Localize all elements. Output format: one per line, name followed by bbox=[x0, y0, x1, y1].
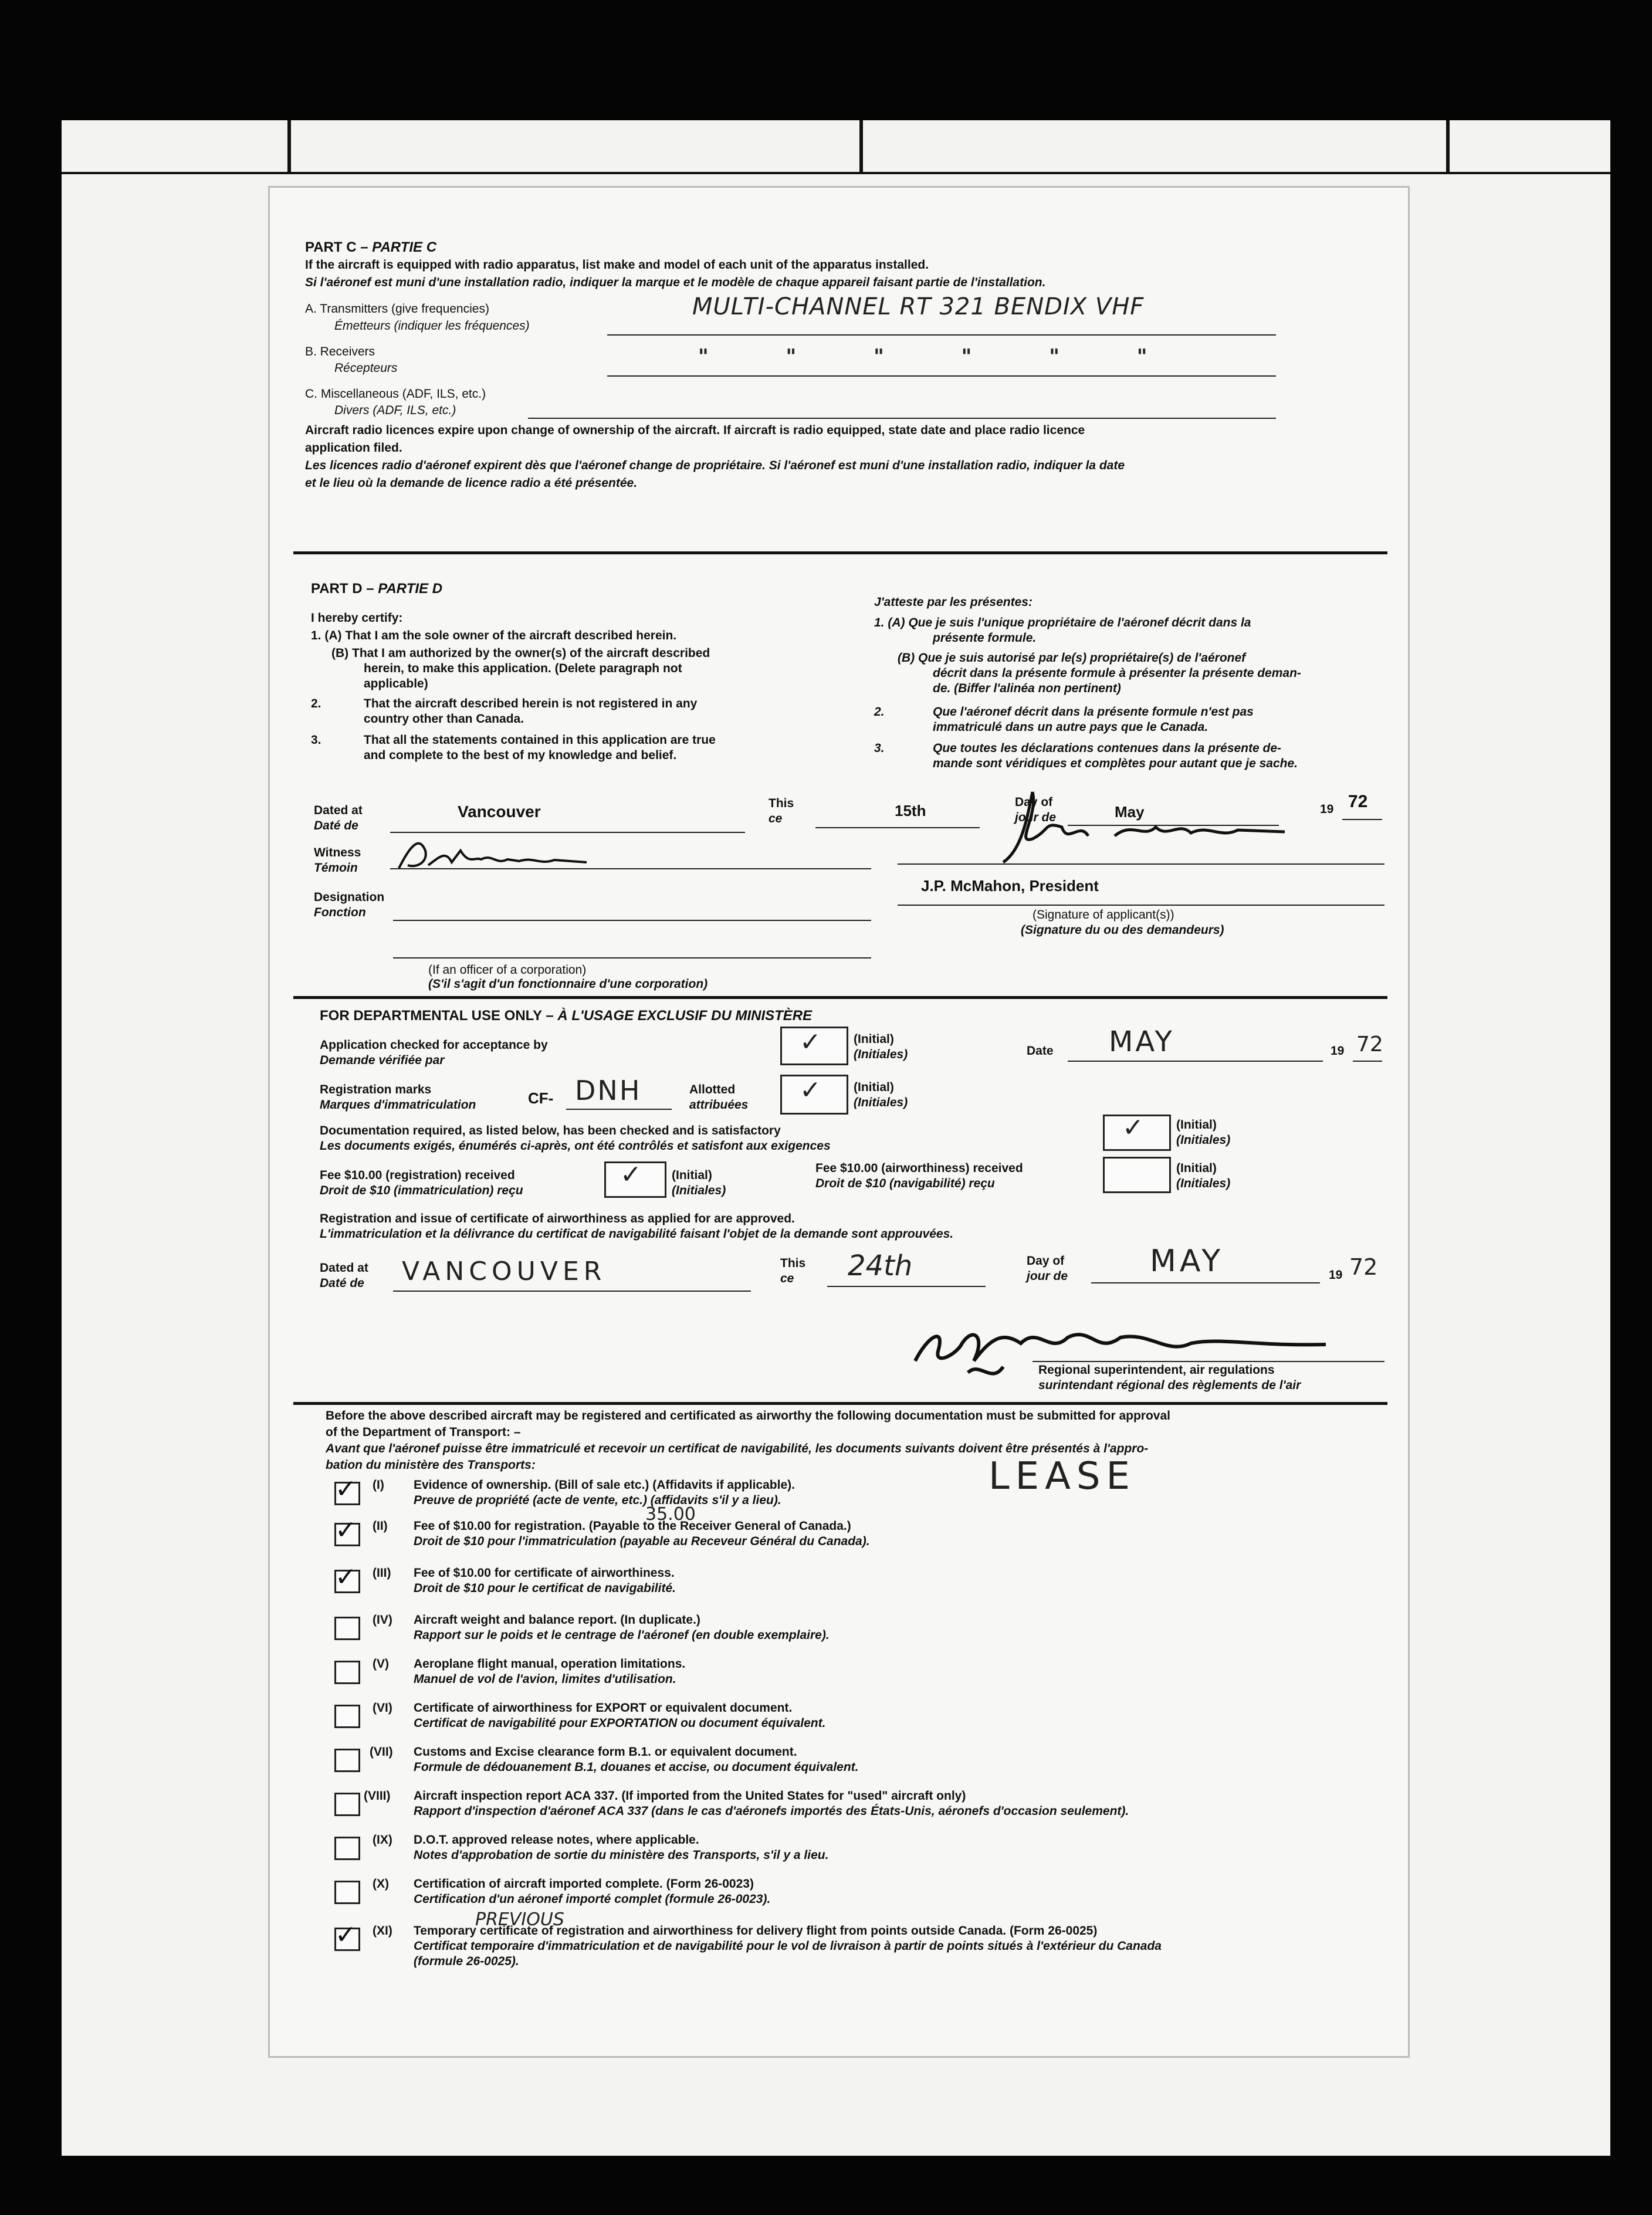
dept-dated-at-line bbox=[393, 1291, 751, 1292]
fee-reg-initial-mark: ✓ bbox=[620, 1160, 642, 1190]
requirement-text-fr: Notes d'approbation de sortie du ministère des Transports, s'il y a lieu. bbox=[414, 1848, 829, 1862]
witness-signature bbox=[393, 833, 604, 880]
certify-en-3-1: That all the statements contained in this application are true bbox=[364, 733, 716, 747]
part-d-dept-divider bbox=[293, 996, 1387, 999]
checkbox-check-mark: ✓ bbox=[335, 1562, 357, 1592]
dept-this-line bbox=[827, 1286, 986, 1287]
certify-en-3-num: 3. bbox=[311, 733, 321, 747]
year-line bbox=[1342, 819, 1382, 820]
designation-line bbox=[393, 920, 871, 921]
requirement-number: (II) bbox=[373, 1519, 388, 1533]
docs-initial-fr: (Initiales) bbox=[1176, 1133, 1231, 1147]
certify-fr-3-2: mande sont véridiques et complètes pour autant que je sache. bbox=[933, 757, 1298, 770]
certify-fr-1b-2: décrit dans la présente formule à présenter la présente deman- bbox=[933, 666, 1301, 680]
aircraft-registration-form bbox=[270, 188, 1408, 2056]
requirement-text-en: Aeroplane flight manual, operation limitations. bbox=[414, 1657, 686, 1671]
requirement-text-fr: Formule de dédouanement B.1, douanes et accise, ou document équivalent. bbox=[414, 1760, 859, 1774]
fee-air-initial-en: (Initial) bbox=[1176, 1161, 1217, 1175]
requirement-checkbox[interactable] bbox=[334, 1749, 360, 1772]
fee-reg-initial-fr: (Initiales) bbox=[672, 1184, 726, 1197]
docs-checked-en: Documentation required, as listed below, has been checked and is satisfactory bbox=[320, 1124, 781, 1137]
cf-line bbox=[566, 1109, 672, 1110]
dept-date-line bbox=[1068, 1061, 1323, 1062]
certify-fr-1b-1: (B) Que je suis autorisé par le(s) propriétaire(s) de l'aéronef bbox=[898, 651, 1246, 665]
certify-fr-1b-3: de. (Biffer l'alinéa non pertinent) bbox=[933, 682, 1121, 695]
certify-en-1b-2: herein, to make this application. (Delete paragraph not bbox=[364, 662, 682, 675]
allotted-label-en: Allotted bbox=[689, 1083, 736, 1096]
requirement-text-fr: Manuel de vol de l'avion, limites d'utilisation. bbox=[414, 1672, 676, 1686]
applicant-name: J.P. McMahon, President bbox=[921, 877, 1099, 895]
radio-notice-en-1: Aircraft radio licences expire upon change of ownership of the aircraft. If aircraft is radio equipped, state date and place radio licence bbox=[305, 424, 1085, 437]
dept-this-label-fr: ce bbox=[780, 1272, 794, 1285]
checked-by-initial-box bbox=[780, 1027, 848, 1065]
dept-day-of-label-fr: jour de bbox=[1027, 1269, 1068, 1283]
dept-date-year-value: 72 bbox=[1356, 1032, 1383, 1056]
fee-reg-label-en: Fee $10.00 (registration) received bbox=[320, 1169, 515, 1182]
certify-en: I hereby certify: bbox=[311, 611, 403, 625]
certify-en-1a: 1. (A) That I am the sole owner of the aircraft described herein. bbox=[311, 629, 677, 642]
applicant-signature bbox=[980, 780, 1308, 868]
checked-by-initial-fr: (Initiales) bbox=[854, 1048, 908, 1061]
requirement-text-en: Fee of $10.00 for registration. (Payable to the Receiver General of Canada.) bbox=[414, 1519, 851, 1533]
fee-air-initial-box bbox=[1103, 1157, 1171, 1193]
transmitters-label-en: A. Transmitters (give frequencies) bbox=[305, 302, 489, 316]
day-of-label-en: Day of bbox=[1015, 795, 1053, 809]
frame-top-rule bbox=[62, 172, 1610, 174]
requirement-number: (XI) bbox=[373, 1924, 392, 1938]
checked-by-label-en: Application checked for acceptance by bbox=[320, 1038, 548, 1052]
part-c-intro-en: If the aircraft is equipped with radio apparatus, list make and model of each unit of the apparatus installed. bbox=[305, 258, 929, 272]
requirement-text-en: Temporary certificate of registration and airworthiness for delivery flight from points outside Canada. (Form 26-0025) bbox=[414, 1924, 1098, 1938]
applicant-name-line bbox=[898, 905, 1384, 906]
allotted-initial-fr: (Initiales) bbox=[854, 1096, 908, 1109]
superintendent-caption-fr: surintendant régional des règlements de l'air bbox=[1038, 1379, 1301, 1392]
requirement-text-fr-cont: (formule 26-0025). bbox=[414, 1955, 519, 1968]
part-c-intro-fr: Si l'aéronef est muni d'une installation radio, indiquer la marque et le modèle de chaque appareil faisant partie de l'installation. bbox=[305, 276, 1046, 289]
part-c-heading bbox=[305, 239, 436, 256]
docs-initial-en: (Initial) bbox=[1176, 1118, 1217, 1132]
requirements-intro-en-1: Before the above described aircraft may be registered and certificated as airworthy the following documentation must be submitted for approval bbox=[326, 1409, 1170, 1423]
requirement-number: (X) bbox=[373, 1877, 389, 1891]
requirement-number: (I) bbox=[373, 1478, 384, 1492]
frame-tick-mid bbox=[859, 120, 863, 173]
requirement-checkbox[interactable] bbox=[334, 1881, 360, 1904]
dept-heading bbox=[320, 1008, 812, 1024]
requirement-number: (IX) bbox=[373, 1833, 392, 1847]
dept-heading-en: FOR DEPARTMENTAL USE ONLY – bbox=[320, 1008, 554, 1024]
fee-reg-label-fr: Droit de $10 (immatriculation) reçu bbox=[320, 1184, 523, 1197]
witness-label-en: Witness bbox=[314, 846, 361, 859]
certify-fr: J'atteste par les présentes: bbox=[874, 595, 1032, 609]
applicant-signature-caption-en: (Signature of applicant(s)) bbox=[1032, 908, 1174, 922]
requirement-checkbox[interactable] bbox=[334, 1661, 360, 1684]
requirement-checkbox[interactable] bbox=[334, 1793, 360, 1816]
checked-by-label-fr: Demande vérifiée par bbox=[320, 1054, 445, 1067]
checkbox-check-mark: ✓ bbox=[335, 1920, 357, 1950]
year-value: 72 bbox=[1348, 792, 1368, 811]
dept-dated-at-label-en: Dated at bbox=[320, 1261, 368, 1275]
requirement-text-fr: Certificat de navigabilité pour EXPORTATION ou document équivalent. bbox=[414, 1716, 826, 1730]
certify-en-2-2: country other than Canada. bbox=[364, 712, 524, 726]
receivers-label-en: B. Receivers bbox=[305, 345, 375, 358]
receivers-value: " " " " " " bbox=[698, 345, 1183, 368]
requirement-checkbox[interactable] bbox=[334, 1920, 360, 1951]
approved-en: Registration and issue of certificate of airworthiness as applied for are approved. bbox=[320, 1212, 795, 1225]
transmitters-label-fr: Émetteurs (indiquer les fréquences) bbox=[334, 319, 530, 333]
requirement-text-en: Customs and Excise clearance form B.1. or equivalent document. bbox=[414, 1745, 797, 1759]
requirement-number: (VI) bbox=[373, 1701, 392, 1715]
applicant-signature-caption-fr: (Signature du ou des demandeurs) bbox=[1021, 923, 1224, 937]
misc-line bbox=[528, 418, 1276, 419]
previous-note: PREVIOUS bbox=[475, 1909, 564, 1930]
allotted-initial-en: (Initial) bbox=[854, 1081, 894, 1094]
misc-label-fr: Divers (ADF, ILS, etc.) bbox=[334, 404, 456, 417]
dept-requirements-divider bbox=[293, 1402, 1387, 1405]
requirement-text-fr: Droit de $10 pour le certificat de navigabilité. bbox=[414, 1581, 676, 1595]
checked-by-initial-mark: ✓ bbox=[800, 1027, 821, 1057]
certify-fr-2-2: immatriculé dans un autre pays que le Canada. bbox=[933, 720, 1208, 734]
lease-note: LEASE bbox=[989, 1455, 1136, 1498]
fee-reg-initial-box bbox=[604, 1161, 666, 1198]
dept-dated-at-label-fr: Daté de bbox=[320, 1276, 364, 1290]
docs-initial-box bbox=[1103, 1115, 1171, 1151]
dept-date-label: Date bbox=[1027, 1044, 1054, 1058]
requirement-text-en: Aircraft inspection report ACA 337. (If imported from the United States for "used" aircraft only) bbox=[414, 1789, 966, 1803]
requirement-number: (VII) bbox=[370, 1745, 393, 1759]
requirement-text-en: Aircraft weight and balance report. (In duplicate.) bbox=[414, 1613, 700, 1627]
receivers-line bbox=[607, 375, 1276, 377]
certify-fr-1a-2: présente formule. bbox=[933, 631, 1037, 645]
requirement-checkbox[interactable] bbox=[334, 1617, 360, 1640]
requirement-text-en: Fee of $10.00 for certificate of airworthiness. bbox=[414, 1566, 675, 1580]
requirement-text-en: D.O.T. approved release notes, where applicable. bbox=[414, 1833, 699, 1847]
checked-by-initial-en: (Initial) bbox=[854, 1032, 894, 1046]
allotted-initial-mark: ✓ bbox=[800, 1075, 821, 1105]
this-value: 15th bbox=[895, 802, 926, 819]
day-of-value: May bbox=[1115, 803, 1145, 821]
requirements-intro-en-2: of the Department of Transport: – bbox=[326, 1425, 521, 1439]
fee-reg-initial-en: (Initial) bbox=[672, 1169, 712, 1182]
requirement-text-fr: Certificat temporaire d'immatriculation et de navigabilité pour le vol de livraison à partir de points situés à l'extérieur du Canada bbox=[414, 1939, 1162, 1953]
dated-at-label-en: Dated at bbox=[314, 804, 363, 817]
requirement-text-fr: Rapport sur le poids et le centrage de l'aéronef (en double exemplaire). bbox=[414, 1628, 830, 1642]
requirement-text-fr: Preuve de propriété (acte de vente, etc.) (affidavits s'il y a lieu). bbox=[414, 1493, 781, 1507]
transmitters-value: MULTI-CHANNEL RT 321 BENDIX VHF bbox=[692, 293, 1145, 320]
certify-en-1b-3: applicable) bbox=[364, 677, 428, 690]
dept-day-of-line bbox=[1091, 1282, 1320, 1283]
requirement-number: (V) bbox=[373, 1657, 389, 1671]
certify-fr-1a-1: 1. (A) Que je suis l'unique propriétaire de l'aéronef décrit dans la bbox=[874, 616, 1251, 629]
requirement-text-en: Certificate of airworthiness for EXPORT or equivalent document. bbox=[414, 1701, 793, 1715]
part-c-d-divider bbox=[293, 551, 1387, 554]
certify-en-3-2: and complete to the best of my knowledge and belief. bbox=[364, 749, 677, 762]
part-c-heading-en: PART C – bbox=[305, 239, 368, 255]
dept-day-of-value: MAY bbox=[1150, 1244, 1224, 1279]
certify-fr-2-1: Que l'aéronef décrit dans la présente formule n'est pas bbox=[933, 705, 1254, 719]
part-d-heading bbox=[311, 581, 442, 597]
frame-tick-right bbox=[1446, 120, 1450, 173]
requirement-number: (VIII) bbox=[364, 1789, 391, 1803]
requirement-checkbox[interactable] bbox=[334, 1515, 360, 1546]
receivers-label-fr: Récepteurs bbox=[334, 361, 398, 375]
dated-at-label-fr: Daté de bbox=[314, 819, 358, 832]
officer-caption-fr: (S'il s'agit d'un fonctionnaire d'une corporation) bbox=[428, 977, 708, 991]
requirement-number: (III) bbox=[373, 1566, 391, 1580]
transmitters-line bbox=[607, 334, 1276, 336]
fee-air-label-fr: Droit de $10 (navigabilité) reçu bbox=[815, 1177, 995, 1190]
dept-year-prefix: 19 bbox=[1329, 1268, 1343, 1282]
dept-this-label-en: This bbox=[780, 1256, 806, 1270]
requirement-text-fr: Certification d'un aéronef importé complet (formule 26-0023). bbox=[414, 1892, 771, 1906]
docs-checked-fr: Les documents exigés, énumérés ci-après, ont été contrôlés et satisfont aux exigences bbox=[320, 1139, 831, 1153]
certify-fr-3-num: 3. bbox=[874, 741, 885, 755]
designation-label-fr: Fonction bbox=[314, 906, 366, 919]
dept-dated-at-value: VANCOUVER bbox=[402, 1256, 607, 1286]
certify-fr-3-1: Que toutes les déclarations contenues dans la présente de- bbox=[933, 741, 1282, 755]
requirement-text-fr: Rapport d'inspection d'aéronef ACA 337 (dans le cas d'aéronefs importés des États-Unis, aéronefs d'occasion seulement). bbox=[414, 1804, 1129, 1818]
requirement-checkbox[interactable] bbox=[334, 1705, 360, 1728]
dept-year-value: 72 bbox=[1349, 1254, 1378, 1280]
requirement-number: (IV) bbox=[373, 1613, 392, 1627]
approved-fr: L'immatriculation et la délivrance du certificat de navigabilité faisant l'objet de la demande sont approuvées. bbox=[320, 1227, 954, 1241]
dept-date-year-prefix: 19 bbox=[1331, 1044, 1345, 1058]
dept-date-year-line bbox=[1353, 1061, 1382, 1062]
allotted-label-fr: attribuées bbox=[689, 1098, 749, 1112]
requirements-intro-fr-2: bation du ministère des Transports: bbox=[326, 1458, 536, 1472]
reg-marks-label-fr: Marques d'immatriculation bbox=[320, 1098, 476, 1112]
year-prefix: 19 bbox=[1320, 802, 1334, 816]
officer-line bbox=[393, 957, 871, 959]
radio-notice-fr-1: Les licences radio d'aéronef expirent dès que l'aéronef change de propriétaire. Si l'aéronef est muni d'une installation radio, indiquer la date bbox=[305, 459, 1125, 472]
superintendent-caption-en: Regional superintendent, air regulations bbox=[1038, 1363, 1275, 1377]
misc-label-en: C. Miscellaneous (ADF, ILS, etc.) bbox=[305, 387, 486, 401]
officer-caption-en: (If an officer of a corporation) bbox=[428, 963, 587, 977]
part-d-heading-en: PART D – bbox=[311, 581, 374, 597]
witness-label-fr: Témoin bbox=[314, 861, 358, 875]
radio-notice-en-2: application filed. bbox=[305, 441, 402, 455]
requirement-checkbox[interactable] bbox=[334, 1474, 360, 1505]
part-d-heading-fr: PARTIE D bbox=[378, 581, 443, 597]
dept-heading-fr: À L'USAGE EXCLUSIF DU MINISTÈRE bbox=[557, 1008, 813, 1024]
dept-day-of-label-en: Day of bbox=[1027, 1254, 1065, 1268]
day-of-label-fr: jour de bbox=[1015, 811, 1057, 824]
fee-air-label-en: Fee $10.00 (airworthiness) received bbox=[815, 1161, 1023, 1175]
allotted-initial-box bbox=[780, 1075, 848, 1115]
requirement-text-en: Certification of aircraft imported complete. (Form 26-0023) bbox=[414, 1877, 754, 1891]
requirement-text-fr: Droit de $10 pour l'immatriculation (payable au Receveur Général du Canada). bbox=[414, 1535, 870, 1548]
requirement-checkbox[interactable] bbox=[334, 1837, 360, 1860]
certify-en-2-1: That the aircraft described herein is not registered in any bbox=[364, 697, 698, 710]
docs-initial-mark: ✓ bbox=[1122, 1113, 1144, 1143]
designation-label-en: Designation bbox=[314, 890, 385, 904]
dept-date-value: MAY bbox=[1109, 1025, 1174, 1058]
cf-value: DNH bbox=[575, 1075, 642, 1106]
certify-fr-2-num: 2. bbox=[874, 705, 885, 719]
requirement-text-en: Evidence of ownership. (Bill of sale etc.) (Affidavits if applicable). bbox=[414, 1478, 795, 1492]
certify-en-2-num: 2. bbox=[311, 697, 321, 710]
part-c-heading-fr: PARTIE C bbox=[372, 239, 437, 255]
reg-marks-label-en: Registration marks bbox=[320, 1083, 432, 1096]
requirements-intro-fr-1: Avant que l'aéronef puisse être immatriculé et recevoir un certificat de navigabilité, les documents suivants doivent être présentés à l'appro- bbox=[326, 1442, 1149, 1455]
checkbox-check-mark: ✓ bbox=[335, 1474, 357, 1504]
this-label-fr: ce bbox=[769, 812, 783, 825]
requirement-checkbox[interactable] bbox=[334, 1562, 360, 1593]
frame-tick-left bbox=[287, 120, 291, 173]
radio-notice-fr-2: et le lieu où la demande de licence radio a été présentée. bbox=[305, 476, 638, 490]
checkbox-check-mark: ✓ bbox=[335, 1515, 357, 1545]
dept-this-value: 24th bbox=[848, 1249, 913, 1282]
superintendent-line bbox=[1032, 1361, 1384, 1362]
fee-air-initial-fr: (Initiales) bbox=[1176, 1177, 1231, 1190]
certify-en-1b-1: (B) That I am authorized by the owner(s) of the aircraft described bbox=[331, 646, 710, 660]
this-line bbox=[815, 827, 980, 828]
dated-at-value: Vancouver bbox=[458, 802, 541, 821]
fee-note: 35.00 bbox=[645, 1504, 696, 1525]
cf-prefix: CF- bbox=[528, 1089, 554, 1107]
this-label-en: This bbox=[769, 797, 794, 810]
